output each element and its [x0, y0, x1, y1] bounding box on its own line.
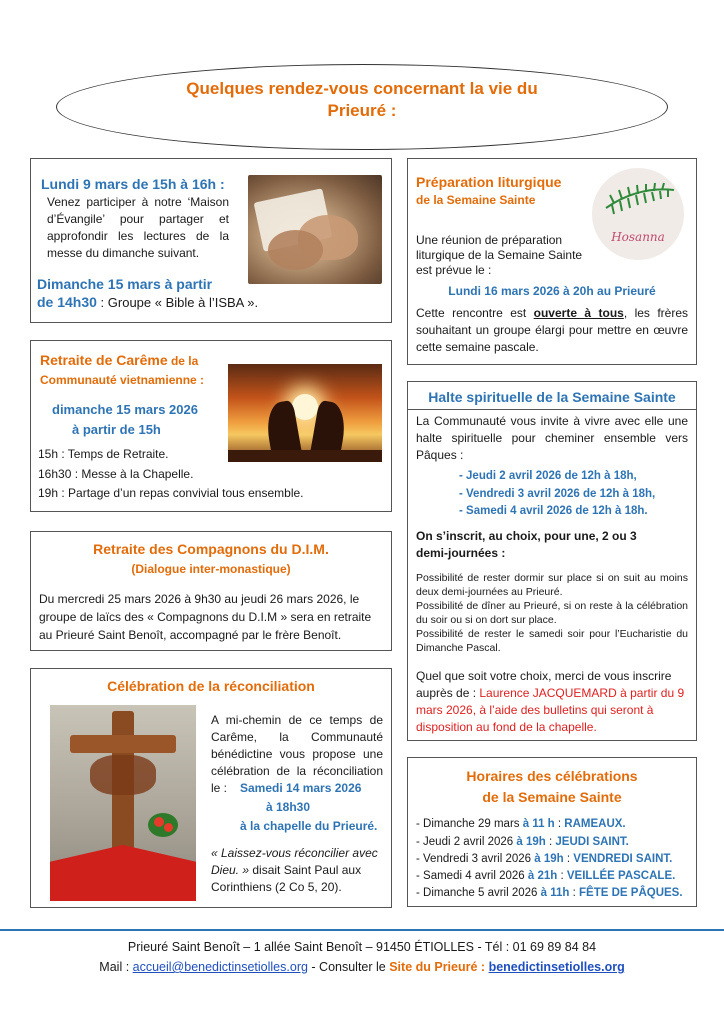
horaires-row-1 [416, 836, 629, 848]
horaires-title2: de la Semaine Sainte [482, 789, 622, 805]
horaires-row-day: - Dimanche 5 avril 2026 [416, 887, 541, 899]
liturgie-title1: Préparation liturgique [416, 174, 562, 190]
halte-date-1: - Vendredi 3 avril 2026 de 12h à 18h, [459, 488, 656, 500]
bible-text2: : Groupe « Bible à l’ISBA ». [96, 295, 259, 310]
dim-title: Retraite des Compagnons du D.I.M. [93, 541, 329, 557]
praying-hands-image [248, 175, 382, 284]
footer-rule [0, 929, 724, 931]
bible-text1: Venez participer à notre ‘Maison d’Évangile’ pour partager et approfondir les lectures de la messe du dimanche suivant. [47, 195, 229, 260]
mail-link[interactable]: accueil@benedictinsetiolles.org [132, 960, 308, 974]
horaires-row-name: RAMEAUX. [564, 818, 626, 830]
sunset-hands-image [228, 364, 382, 462]
reconciliation-date3: à la chapelle du Prieuré. [240, 819, 378, 833]
liturgie-text-c: , les frères souhaitant un groupe élargi pour mettre en œuvre cette semaine pascale. [416, 306, 689, 354]
horaires-row-2 [416, 853, 672, 865]
reconciliation-title: Célébration de la réconciliation [107, 678, 315, 694]
hosanna-logo [592, 168, 684, 260]
liturgie-text-b: ouverte à tous [533, 306, 624, 320]
horaires-row-0 [416, 818, 626, 830]
reconciliation-quote-italic: « Laissez-vous réconcilier avec Dieu. » [211, 846, 378, 877]
horaires-title1: Horaires des célébrations [466, 768, 638, 784]
bible-date2a: Dimanche 15 mars à partir [37, 276, 213, 292]
reconciliation-quote-rest: disait Saint Paul aux Corinthiens (2 Co 5, 20). [211, 863, 362, 894]
liturgie-date: Lundi 16 mars 2026 à 20h au Prieuré [448, 284, 656, 298]
horaires-row-3 [416, 870, 675, 882]
horaires-row-day: - Samedi 4 avril 2026 [416, 870, 528, 882]
palm-icon [592, 168, 684, 260]
dim-text: Du mercredi 25 mars 2026 à 9h30 au jeudi 26 mars 2026, le groupe de laïcs des « Compagnons du D.I.M » sera en retraite au Prieuré Saint Benoît, accompagné par le frère Benoît. [39, 592, 372, 642]
liturgie-title2: de la Semaine Sainte [416, 193, 536, 207]
halte-option-2: Possibilité de rester le samedi soir pour l’Eucharistie du Dimanche Pascal. [416, 628, 688, 654]
halte-date-0: - Jeudi 2 avril 2026 de 12h à 18h, [459, 470, 637, 482]
horaires-row-day: - Vendredi 3 avril 2026 [416, 853, 535, 865]
footer-consult: - Consulter le [307, 960, 390, 974]
careme-item-0: 15h : Temps de Retraite. [38, 447, 169, 461]
halte-choice: On s’inscrit, au choix, pour une, 2 ou 3 demi-journées : [416, 529, 637, 560]
bible-line2 [37, 294, 258, 310]
horaires-row-time: à 21h [527, 870, 558, 882]
careme-title [40, 352, 198, 370]
reconciliation-text: A mi-chemin de ce temps de Carême, la Communauté bénédictine vous propose une célébration de la réconciliation le : [211, 713, 383, 795]
site-sep: : [477, 960, 489, 974]
horaires-row-4 [416, 887, 683, 899]
horaires-row-time: à 19h [516, 836, 546, 848]
bible-date1: Lundi 9 mars de 15h à 16h : [41, 176, 225, 192]
liturgie-text [416, 305, 688, 356]
footer-address: Prieuré Saint Benoît – 1 allée Saint Benoît – 91450 ÉTIOLLES - Tél : 01 69 89 84 84 [127, 940, 597, 954]
horaires-row-sep: : [545, 836, 556, 848]
bible-date2b: de 14h30 [37, 294, 97, 310]
horaires-row-sep: : [557, 870, 567, 882]
careme-title2: Communauté vietnamienne : [40, 373, 205, 387]
horaires-row-time: à 19h [534, 853, 564, 865]
liturgie-text-a: Cette rencontre est [416, 306, 534, 320]
footer-mail-label: Mail : [99, 960, 133, 974]
reconciliation-date2: à 18h30 [266, 800, 311, 814]
horaires-row-name: VEILLÉE PASCALE. [566, 870, 676, 882]
careme-title-main: Retraite de Carême [40, 352, 168, 368]
horaires-row-name: VENDREDI SAINT. [573, 853, 673, 865]
careme-date1: dimanche 15 mars 2026 [52, 402, 198, 417]
halte-registration-b: Laurence JACQUEMARD à partir du 9 mars 2026, à l’aide des bulletins qui seront à disposition au fond de la chapelle. [416, 686, 685, 734]
horaires-row-sep: : [563, 853, 574, 865]
dim-subtitle: (Dialogue inter-monastique) [131, 562, 291, 576]
liturgie-intro: Une réunion de préparation liturgique de la Semaine Sainte est prévue le : [416, 233, 583, 277]
horaires-row-day: - Jeudi 2 avril 2026 [416, 836, 517, 848]
halte-option-1: Possibilité de dîner au Prieuré, si on reste à la célébration du soir ou si on dort sur place. [416, 600, 688, 626]
halte-title: Halte spirituelle de la Semaine Sainte [428, 389, 676, 405]
careme-title-suffix: de la [167, 354, 199, 368]
halte-title-rule [407, 409, 697, 410]
hosanna-logo-text: Hosanna [611, 230, 665, 244]
horaires-row-sep: : [569, 887, 580, 899]
horaires-row-day: - Dimanche 29 mars [416, 818, 523, 830]
cross-image [50, 705, 196, 901]
horaires-row-time: à 11h [540, 887, 570, 899]
site-label: Site du Prieuré [389, 960, 478, 974]
careme-date2: à partir de 15h [72, 422, 161, 437]
site-link[interactable]: benedictinsetiolles.org [488, 960, 625, 974]
halte-date-2: - Samedi 4 avril 2026 de 12h à 18h. [459, 505, 648, 517]
horaires-row-name: JEUDI SAINT. [555, 836, 629, 848]
halte-intro: La Communauté vous invite à vivre avec elle une halte spirituelle pour cheminer ensemble vers Pâques : [416, 414, 688, 462]
reconciliation-date1: Samedi 14 mars 2026 [240, 781, 362, 795]
halte-option-0: Possibilité de rester dormir sur place si on suit au moins deux demi-journées au Prieuré. [416, 572, 688, 598]
halte-registration [416, 668, 691, 736]
halte-registration-a: Quel que soit votre choix, merci de vous inscrire auprès de : [416, 669, 672, 700]
footer-contact [0, 960, 724, 974]
horaires-row-sep: : [554, 818, 565, 830]
reconciliation-quote [211, 845, 389, 896]
careme-item-2: 19h : Partage d’un repas convivial tous ensemble. [38, 486, 304, 500]
horaires-row-time: à 11 h [522, 818, 555, 830]
horaires-row-name: FÊTE DE PÂQUES. [579, 887, 683, 899]
page-title: Quelques rendez-vous concernant la vie du Prieuré : [186, 79, 538, 120]
careme-item-1: 16h30 : Messe à la Chapelle. [38, 467, 194, 481]
